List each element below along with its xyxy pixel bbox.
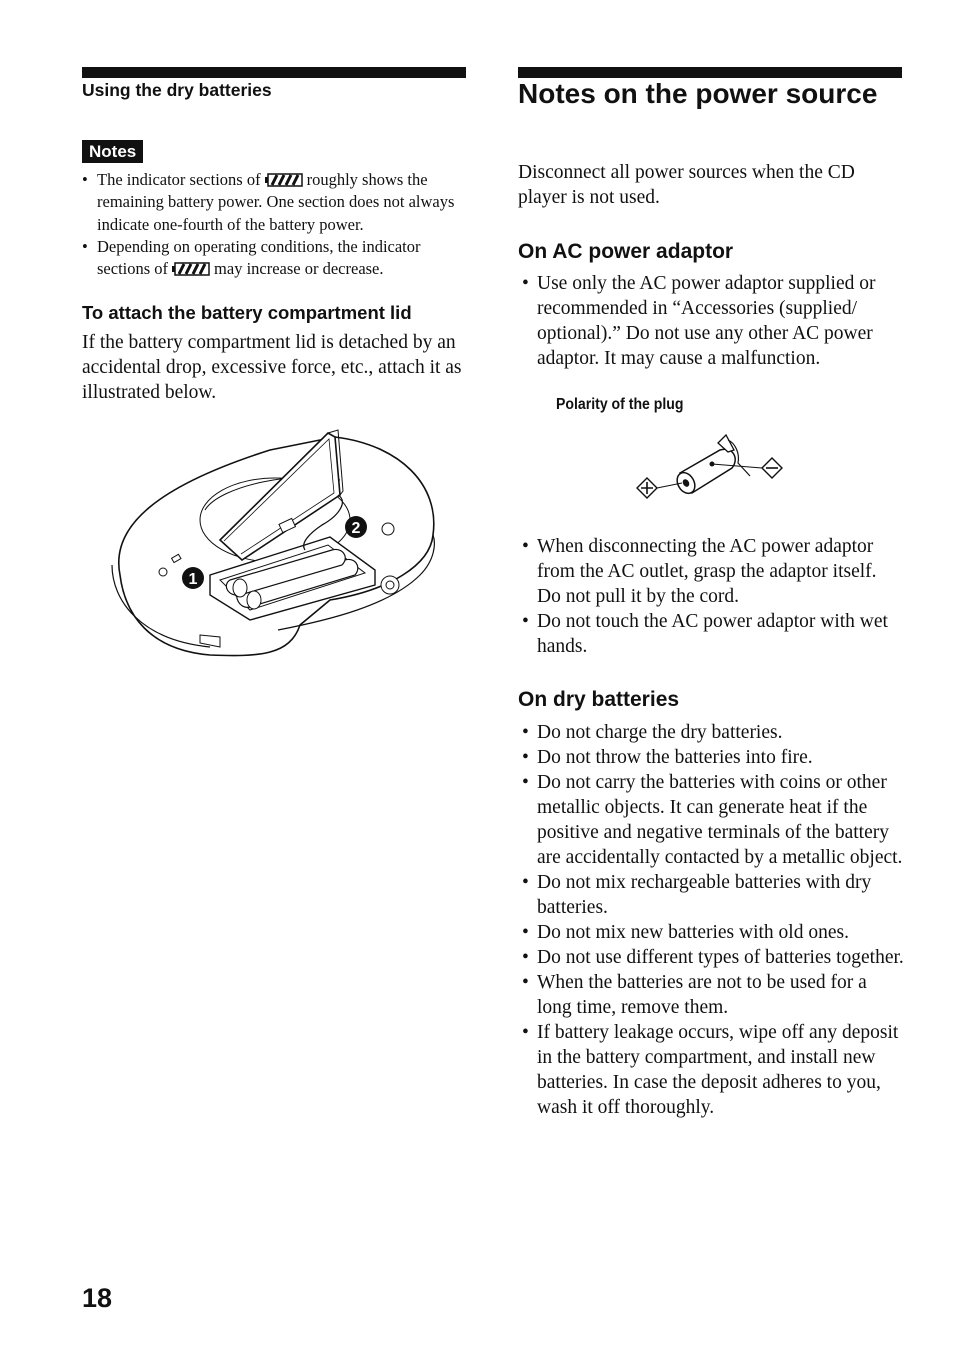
- step-1-number: 1: [188, 571, 198, 588]
- note-text-after: roughly shows the remaining battery power. One section does not always indicate one-fourth of the battery power.: [97, 170, 455, 234]
- note-text-before: The indicator sections of: [97, 170, 261, 189]
- notes-list: [97, 169, 469, 280]
- section-label: Using the dry batteries: [82, 80, 272, 100]
- list-item: • Do not charge the dry batteries.: [537, 720, 905, 745]
- plug-polarity-diagram: [630, 428, 790, 508]
- list-item: • Do not mix rechargeable batteries with dry batteries.: [537, 870, 905, 920]
- polarity-label: Polarity of the plug: [556, 396, 684, 413]
- step-2-number: 2: [351, 520, 361, 537]
- note-item: [97, 169, 469, 236]
- page-number: 18: [82, 1283, 113, 1313]
- page-title: Notes on the power source: [518, 78, 878, 109]
- list-item: • Do not throw the batteries into fire.: [537, 745, 905, 770]
- list-item: • When disconnecting the AC power adaptor from the AC outlet, grasp the adaptor itself. Do not pull it by the cord.: [537, 534, 905, 609]
- list-item: • When the batteries are not to be used for a long time, remove them.: [537, 970, 905, 1020]
- list-item: • Use only the AC power adaptor supplied or recommended in “Accessories (supplied/ optional).” Do not use any other AC power adaptor. It may cause a malfunction.: [537, 271, 905, 371]
- right-section-rule: [518, 67, 902, 78]
- battery-lid-illustration: [100, 425, 445, 665]
- intro-text: Disconnect all power sources when the CD player is not used.: [518, 162, 855, 208]
- lid-heading: To attach the battery compartment lid: [82, 302, 412, 323]
- dry-batteries-list: [537, 720, 905, 1120]
- battery-indicator-icon: [265, 173, 303, 187]
- ac-list-2: [537, 534, 905, 659]
- note-text-after: may increase or decrease.: [214, 259, 384, 279]
- ac-list-1: [537, 271, 905, 371]
- lid-text: If the battery compartment lid is detached by an accidental drop, excessive force, etc., attach it as illustrated below.: [82, 332, 462, 403]
- notes-badge: Notes: [82, 140, 143, 163]
- list-item: • Do not use different types of batteries together.: [537, 945, 905, 970]
- list-item: • Do not touch the AC power adaptor with wet hands.: [537, 609, 905, 659]
- list-item: • Do not carry the batteries with coins or other metallic objects. It can generate heat if the positive and negative terminals of the battery are accidentally contacted by a metallic object.: [537, 770, 905, 870]
- note-text-before: Depending on operating conditions, the indicator sections of: [97, 236, 421, 279]
- ac-heading: On AC power adaptor: [518, 240, 734, 263]
- list-item: • If battery leakage occurs, wipe off any deposit in the battery compartment, and install new batteries. In case the deposit adheres to you, wash it off thoroughly.: [537, 1020, 905, 1120]
- dry-heading: On dry batteries: [518, 688, 680, 711]
- battery-indicator-icon: [172, 262, 210, 276]
- list-item: • Do not mix new batteries with old ones.: [537, 920, 905, 945]
- left-section-rule: [82, 67, 466, 78]
- note-item: [97, 236, 469, 281]
